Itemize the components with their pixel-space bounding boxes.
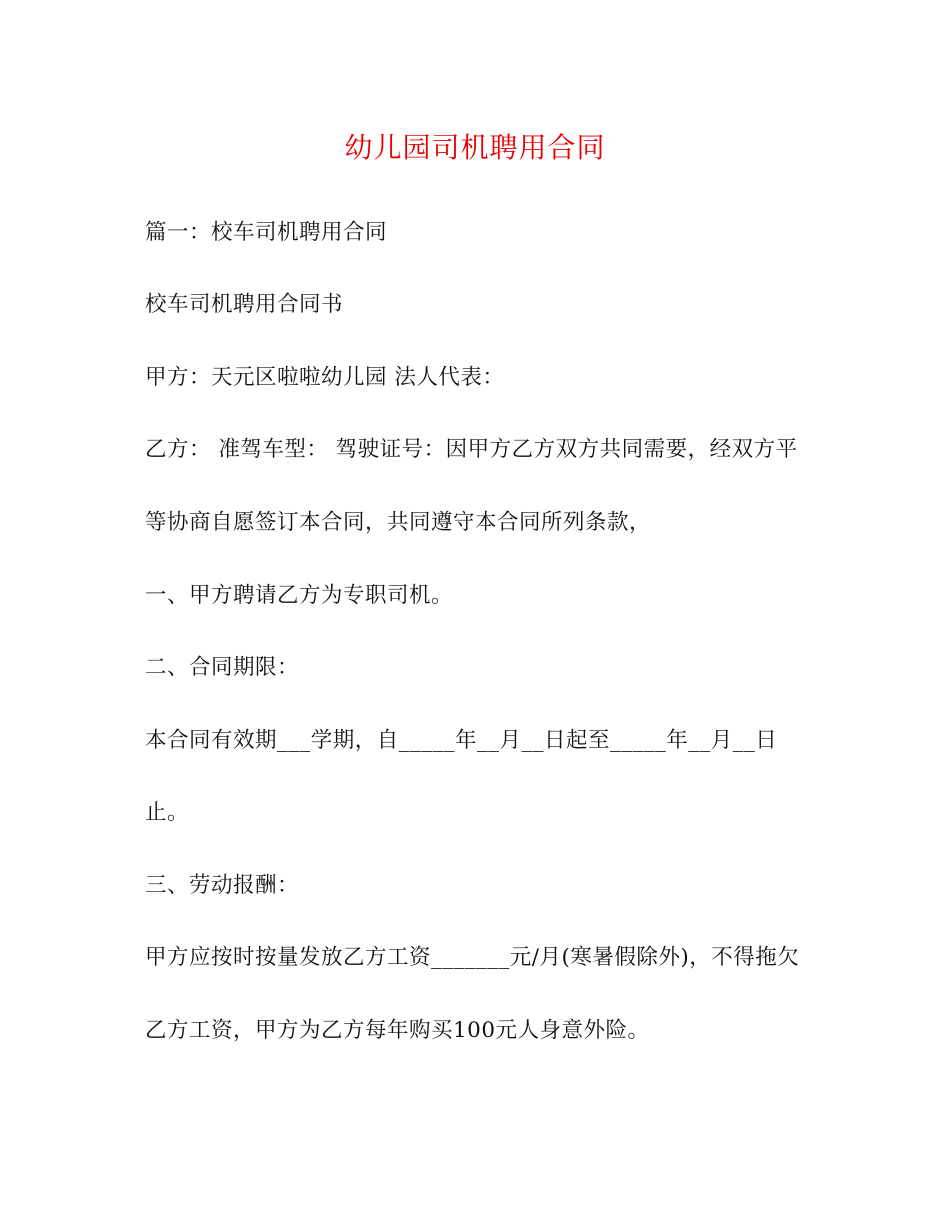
party-b-line: 乙方： 准驾车型： 驾驶证号：因甲方乙方双方共同需要，经双方平 bbox=[145, 437, 798, 462]
salary-line-continued: 乙方工资，甲方为乙方每年购买100元人身意外险。 bbox=[145, 1018, 650, 1043]
contract-subtitle: 校车司机聘用合同书 bbox=[145, 292, 344, 317]
clause-one: 一、甲方聘请乙方为专职司机。 bbox=[145, 583, 454, 608]
contract-term-line: 本合同有效期___学期，自_____年__月__日起至_____年__月__日 bbox=[145, 728, 778, 753]
party-b-line-continued: 等协商自愿签订本合同，共同遵守本合同所列条款， bbox=[145, 510, 652, 535]
clause-two-heading: 二、合同期限： bbox=[145, 655, 300, 680]
clause-three-heading: 三、劳动报酬： bbox=[145, 873, 300, 898]
document-title: 幼儿园司机聘用合同 bbox=[344, 131, 606, 164]
party-a-line: 甲方：天元区啦啦幼儿园 法人代表： bbox=[145, 365, 505, 390]
contract-term-line-end: 止。 bbox=[145, 800, 190, 825]
salary-line: 甲方应按时按量发放乙方工资_______元/月(寒暑假除外)，不得拖欠 bbox=[145, 945, 800, 970]
section-heading-part-one: 篇一：校车司机聘用合同 bbox=[145, 220, 388, 245]
